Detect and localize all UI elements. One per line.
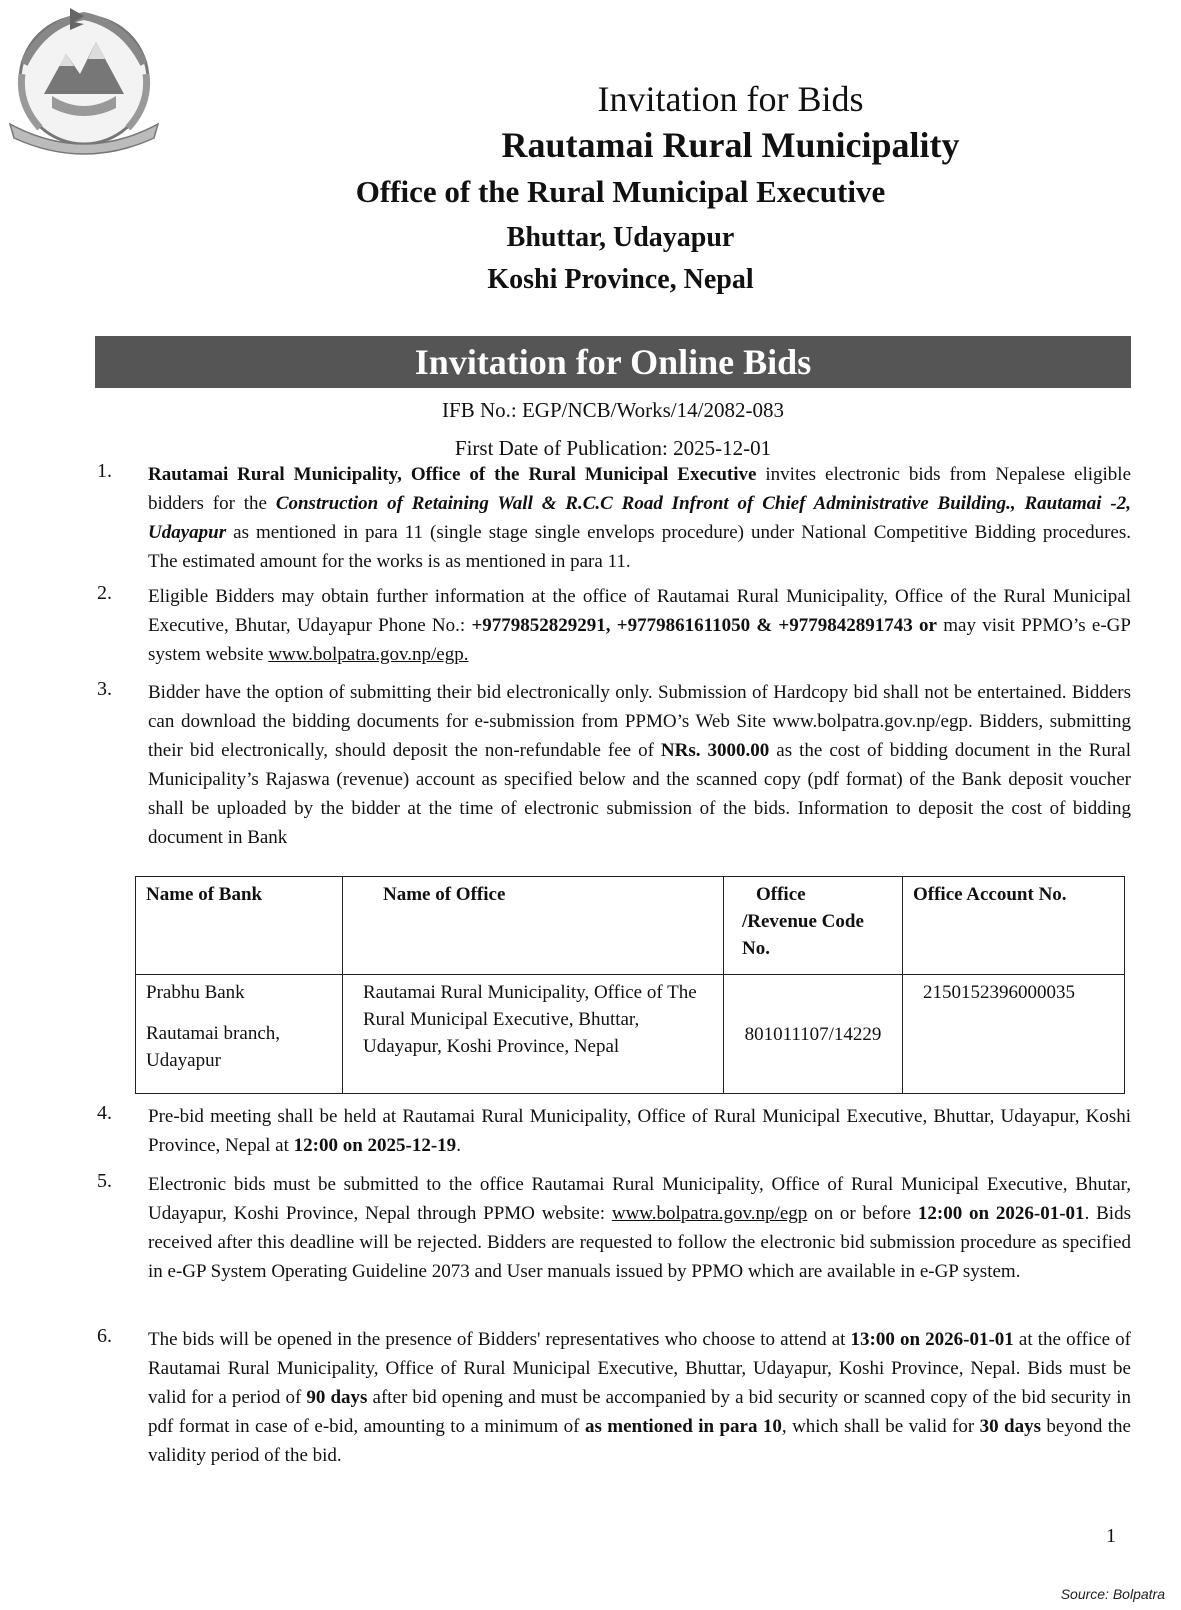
document-title: Invitation for Bids: [597, 79, 864, 119]
p5-text-2: on or before: [807, 1203, 918, 1224]
p5-text-3: . Bids received after this deadline will be rejected. Bidders are requested to follow the electronic bid submission procedure as specified in e-GP System Operating Guideline 2073 and User manuals issued by PPMO which are available in e-GP system.: [148, 1203, 1131, 1282]
p4-text: Pre-bid meeting shall be held at Rautamai Rural Municipality, Office of Rural Municipal Executive, Bhuttar, Udayapur, Koshi Province, Nepal at: [148, 1106, 1131, 1156]
p4-text-2: .: [456, 1135, 461, 1156]
p3-text-2: as the cost of bidding document in the Rural Municipality’s Rajaswa (revenue) account as specified below and the scanned copy (pdf format) of the Bank deposit voucher shall be uploaded by the bidder at the time of electronic submission of the bids. Information to deposit the cost of bidding document in Bank: [148, 740, 1132, 848]
cell-code: 801011107/14229: [724, 975, 903, 1094]
document-fee: NRs. 3000.00: [660, 740, 770, 761]
header-code-line-2: /Revenue Code No.: [742, 911, 864, 959]
cell-account: 2150152396000035: [903, 975, 1125, 1094]
header-bank: Name of Bank: [136, 877, 343, 975]
paragraph-number: 2.: [97, 582, 112, 604]
p6-text-4: , which shall be valid for: [781, 1416, 980, 1437]
banner-title: Invitation for Online Bids: [95, 336, 1131, 388]
bolpatra-link[interactable]: www.bolpatra.gov.np/egp: [611, 1203, 808, 1224]
paragraph-number: 3.: [97, 678, 112, 700]
office-name: Office of the Rural Municipal Executive: [355, 174, 886, 209]
paragraph-number: 1.: [97, 460, 112, 482]
submission-deadline: 12:00 on 2026-01-01: [917, 1203, 1085, 1224]
ifb-label: IFB No.:: [442, 398, 522, 422]
header-account: Office Account No.: [903, 877, 1125, 975]
publication-label: First Date of Publication:: [454, 436, 674, 460]
security-validity: 30 days: [979, 1416, 1041, 1437]
publication-value: 2025-12-01: [673, 436, 772, 460]
egp-website-link[interactable]: www.bolpatra.gov.np/egp.: [268, 644, 469, 665]
prebid-time: 12:00 on 2025-12-19: [293, 1135, 457, 1156]
paragraph-5: [97, 1170, 1131, 1286]
header-code: [724, 877, 903, 975]
paragraph-2: [97, 582, 1131, 669]
paragraph-3: [97, 678, 1131, 852]
p3-text: Bidder have the option of submitting their bid electronically only. Submission of Hardcopy bid shall not be entertained. Bidders can download the bidding documents for e-submission from PPMO’s Web Site www.bolpatra.gov.np/egp. Bidders, submitting their bid electronically, should deposit the non-refundable fee of: [148, 682, 1131, 761]
source-credit: Source: Bolpatra: [1060, 1586, 1165, 1602]
paragraph-number: 6.: [97, 1325, 112, 1347]
paragraph-4: [97, 1102, 1131, 1160]
office-province: Koshi Province, Nepal: [487, 264, 754, 295]
phone-numbers: +9779852829291, +9779861611050 & +9779842891743 or: [471, 615, 937, 636]
bank-deposit-table: [135, 876, 1125, 1094]
header-office: Name of Office: [343, 877, 724, 975]
bank-name: Prabhu Bank: [146, 982, 245, 1003]
project-name: Construction of Retaining Wall & R.C.C Road Infront of Chief Administrative Building., Rautamai -2, Udayapur: [148, 493, 1131, 543]
municipality-name: Rautamai Rural Municipality: [501, 125, 960, 165]
paragraph-1: [97, 460, 1131, 576]
p5-text: Electronic bids must be submitted to the office Rautamai Rural Municipality, Office of Rural Municipal Executive, Bhutar, Udayapur, Koshi Province, Nepal through PPMO website:: [148, 1174, 1131, 1224]
table-row: [136, 975, 1125, 1094]
validity-days: 90 days: [306, 1387, 368, 1408]
p2-text-2: may visit PPMO’s e-GP system website: [148, 615, 1131, 665]
p1-bold: Rautamai Rural Municipality, Office of the Rural Municipal Executive: [148, 464, 757, 485]
p6-text-3: after bid opening and must be accompanied by a bid security or scanned copy of the bid security in pdf format in case of e-bid, amounting to a minimum of: [148, 1387, 1131, 1437]
publication-date: [95, 436, 1131, 461]
cell-office: Rautamai Rural Municipality, Office of The Rural Municipal Executive, Bhuttar, Udayapur, Koshi Province, Nepal: [343, 975, 724, 1094]
p6-text-5: beyond the validity period of the bid.: [148, 1416, 1131, 1466]
paragraph-6: [97, 1325, 1131, 1470]
paragraph-number: 4.: [97, 1102, 112, 1124]
p2-text: Eligible Bidders may obtain further information at the office of Rautamai Rural Municipality, Office of the Rural Municipal Executive, Bhutar, Udayapur Phone No.:: [148, 586, 1131, 636]
security-amount: as mentioned in para 10: [584, 1416, 782, 1437]
ifb-value: EGP/NCB/Works/14/2082-083: [521, 398, 784, 422]
opening-time: 13:00 on 2026-01-01: [850, 1329, 1014, 1350]
p6-text-2: at the office of Rautamai Rural Municipality, Office of Rural Municipal Executive, Bhuttar, Udayapur, Koshi Province, Nepal. Bids must be valid for a period of: [148, 1329, 1131, 1408]
p1-text-2: as mentioned in para 11 (single stage single envelops procedure) under National Competitive Bidding procedures. The estimated amount for the works is as mentioned in para 11.: [148, 522, 1131, 572]
cell-bank: [136, 975, 343, 1094]
paragraph-number: 5.: [97, 1170, 112, 1192]
ifb-number: [95, 398, 1131, 423]
p6-text: The bids will be opened in the presence of Bidders' representatives who choose to attend at: [148, 1329, 851, 1350]
header-code-line-1: Office: [756, 884, 806, 905]
office-address: Bhuttar, Udayapur: [506, 222, 735, 253]
table-header-row: [136, 877, 1125, 975]
bank-branch: Rautamai branch, Udayapur: [146, 1023, 281, 1071]
page-number: 1: [1106, 1525, 1116, 1547]
p1-text: invites electronic bids from Nepalese eligible bidders for the: [148, 464, 1131, 514]
